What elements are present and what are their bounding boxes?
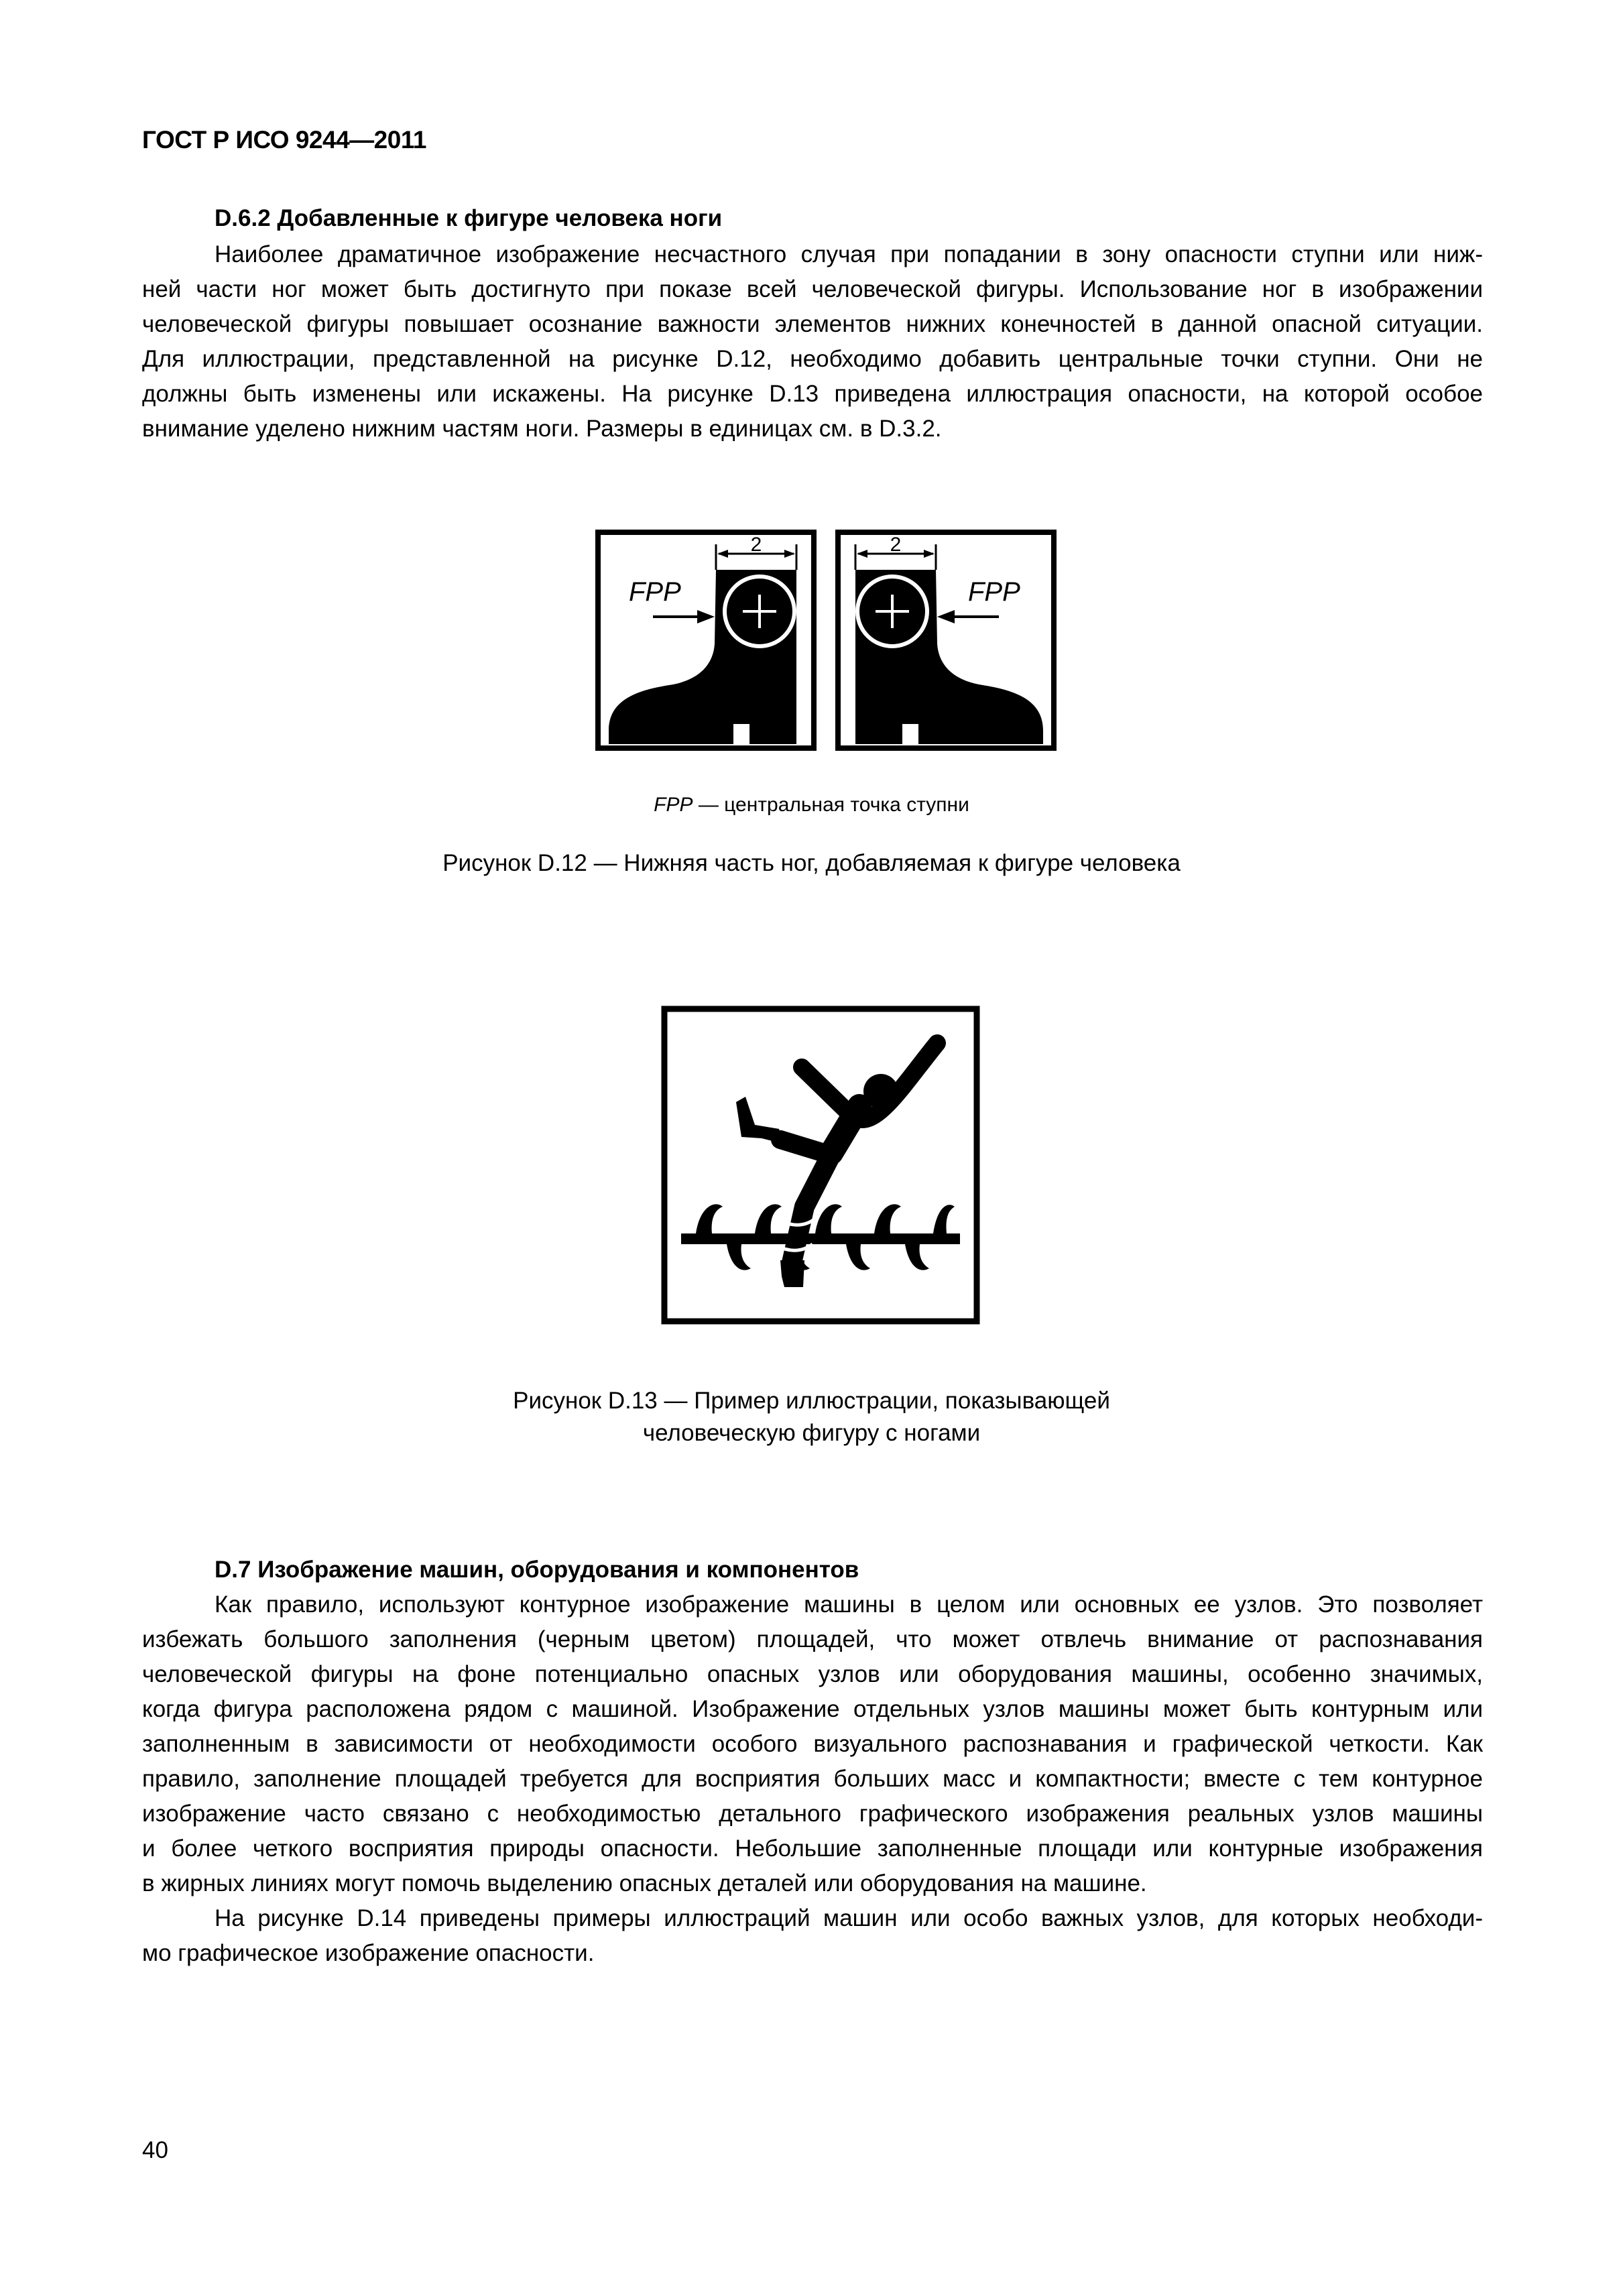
paragraph-line: человеческой фигуры повышает осознание важности элементов нижних конечностей в данной опасной ситуации. [142,311,1483,337]
paragraph-line: изображение часто связано с необходимостью детального графического изображения реальных узлов машины [142,1801,1483,1827]
fpp-label: FPP [629,577,681,607]
paragraph-line: мо графическое изображение опасности. [142,1940,595,1966]
page-number: 40 [142,2137,168,2163]
paragraph-line: и более четкого восприятия природы опасности. Небольшие заполненные площади или контурные изображения [142,1835,1483,1862]
legend-text: — центральная точка ступни [693,794,969,816]
figure-caption-d12: Рисунок D.12 — Нижняя часть ног, добавляемая к фигуре человека [442,850,1181,876]
figure-caption-d13-line2: человеческую фигуру с ногами [642,1420,981,1446]
dimension-label: 2 [750,534,762,556]
paragraph-line: когда фигура расположена рядом с машиной. Изображение отдельных узлов машины может быть контурным или [142,1696,1483,1722]
figure-caption-d13-line1: Рисунок D.13 — Пример иллюстрации, показывающей [513,1388,1110,1414]
paragraph-line: правило, заполнение площадей требуется для восприятия больших масс и компактности; вместе с тем контурное [142,1766,1483,1792]
paragraph-line: внимание уделено нижним частям ноги. Размеры в единицах см. в D.3.2. [142,416,942,442]
fpp-label: FPP [968,577,1020,607]
figure-legend [0,794,1623,817]
legend-abbreviation: FPP [654,794,693,816]
paragraph-line: избежать большого заполнения (черным цветом) площадей, что может отвлечь внимание от распознавания [142,1626,1483,1652]
paragraph-line: Как правило, используют контурное изображение машины в целом или основных ее узлов. Это позволяет [215,1591,1483,1618]
paragraph-line: человеческой фигуры на фоне потенциально опасных узлов или оборудования машины, особенно значимых, [142,1661,1483,1687]
paragraph-line: Для иллюстрации, представленной на рисунке D.12, необходимо добавить центральные точки ступни. Они не [142,346,1483,372]
section-title-d62: D.6.2 Добавленные к фигуре человека ноги [215,205,723,231]
boot-left-figure [595,530,817,751]
paragraph-d62 [142,237,1483,446]
paragraph-line: должны быть изменены или искажены. На рисунке D.13 приведена иллюстрация опасности, на которой особое [142,381,1483,407]
auger-shaft [681,1233,960,1244]
document-header: ГОСТ Р ИСО 9244—2011 [142,126,426,154]
paragraph-line: в жирных линиях могут помочь выделению опасных деталей или оборудования на машине. [142,1870,1147,1896]
paragraph-line: Наиболее драматичное изображение несчастного случая при попадании в зону опасности ступни или ниж- [215,241,1483,267]
paragraph-line: На рисунке D.14 приведены примеры иллюстраций машин или особо важных узлов, для которых необходи- [215,1905,1483,1931]
falling-figure-illustration [661,1006,980,1325]
figure-boot-lower [780,1260,804,1287]
boot-right-figure [835,530,1057,751]
paragraph-line: ней части ног может быть достигнуто при показе всей человеческой фигуры. Использование ног в изображении [142,276,1483,302]
dimension-label: 2 [890,534,902,556]
paragraph-d7 [142,1587,1483,1971]
section-title-d7: D.7 Изображение машин, оборудования и компонентов [215,1557,859,1583]
paragraph-line: заполненным в зависимости от необходимости особого визуального распознавания и графической четкости. Как [142,1731,1483,1757]
